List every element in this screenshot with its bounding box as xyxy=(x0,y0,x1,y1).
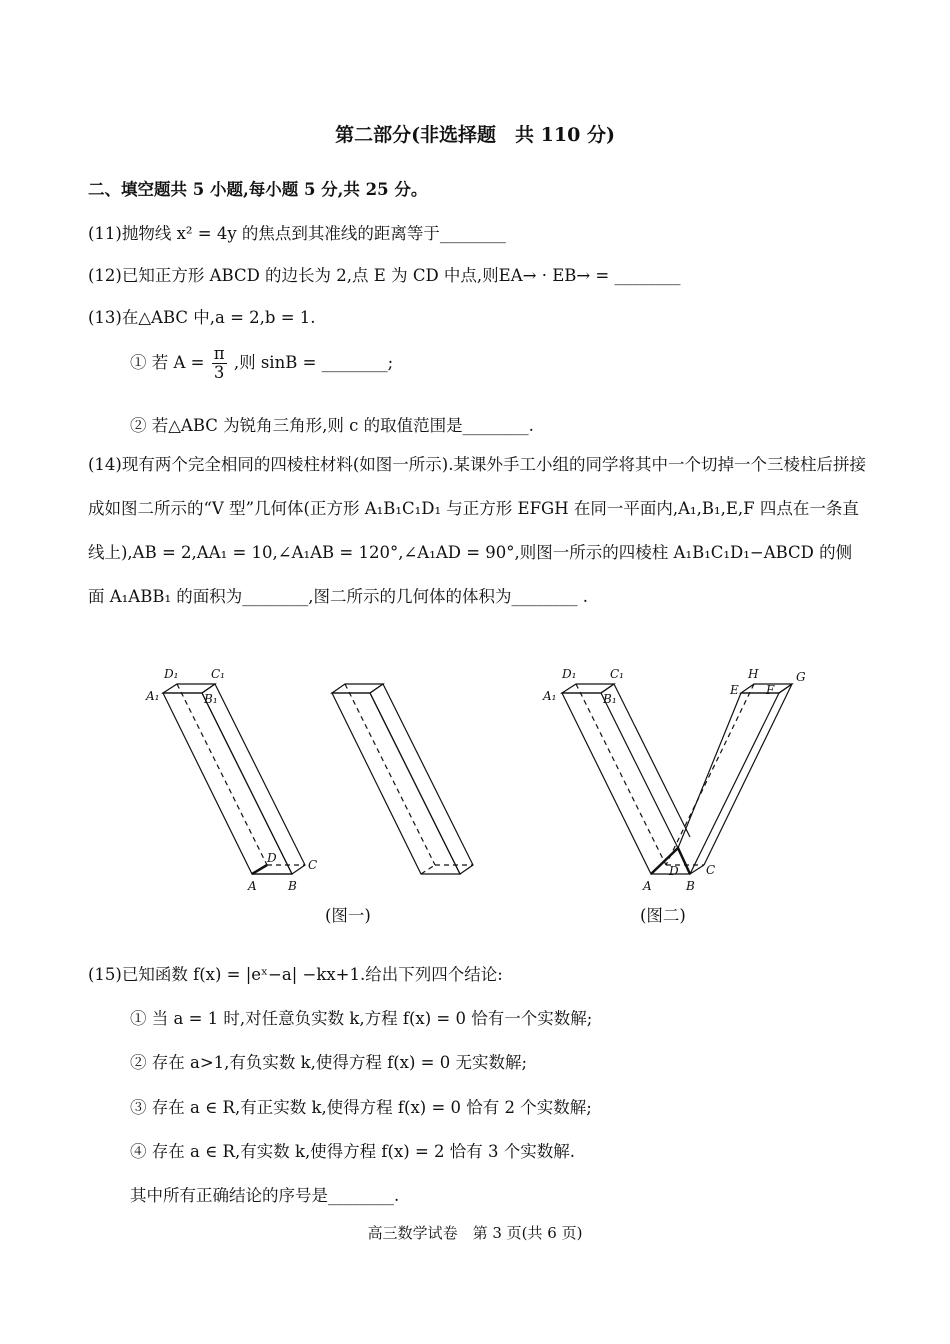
question-13: (13)在△ABC 中,a = 2,b = 1. xyxy=(88,308,316,327)
label-a1: A₁ xyxy=(146,689,160,703)
right-arm-front-face xyxy=(678,693,779,874)
prism2-side-face xyxy=(370,684,473,874)
left-arm-hidden-edge xyxy=(576,684,666,865)
label-a: A xyxy=(643,879,652,893)
label-b1: B₁ xyxy=(603,692,617,706)
label-b1: B₁ xyxy=(204,692,218,706)
question-14: (14)现有两个完全相同的四棱柱材料(如图一所示).某课外手工小组的同学将其中一个切掉一个三棱柱后拼接成如图二所示的“V 型”几何体(正方形 A₁B₁C₁D₁ 与正方形 EFGH 在同一平面内,A₁,B₁,E,F 四点在一条直线上),AB = 2,AA₁ = 10,∠A₁AB = 120°,∠A₁AD = 90°,则图一所示的四棱柱 A₁B₁C₁D₁−ABCD 的侧面 A₁ABB₁ 的面积为________,图二所示的几何体的体积为________ . xyxy=(88,455,866,606)
prism2-hidden-edge-left xyxy=(421,865,435,874)
figure-1-prisms xyxy=(140,662,490,902)
q13-1-prefix: ① 若 A = xyxy=(130,353,205,372)
label-d1: D₁ xyxy=(562,667,577,681)
q15-conclusion-4: ④ 存在 a ∈ R,有实数 k,使得方程 f(x) = 2 恰有 3 个实数解. xyxy=(130,1142,576,1161)
figure-2-v-shape xyxy=(540,662,820,902)
label-a: A xyxy=(248,879,257,893)
question-13-part-2: ② 若△ABC 为锐角三角形,则 c 的取值范围是________. xyxy=(130,416,534,435)
label-f: F xyxy=(766,683,775,697)
q15-conclusion-3: ③ 存在 a ∈ R,有正实数 k,使得方程 f(x) = 0 恰有 2 个实数解; xyxy=(130,1098,592,1117)
left-arm-side-edge xyxy=(614,684,690,837)
fraction-denominator: 3 xyxy=(213,363,225,382)
label-d1: D₁ xyxy=(164,667,179,681)
label-c: C xyxy=(308,858,318,872)
label-d: D xyxy=(669,864,679,878)
label-c: C xyxy=(706,863,716,877)
prism1-front-face xyxy=(163,693,292,874)
question-15: (15)已知函数 f(x) = |eˣ−a| −kx+1.给出下列四个结论: xyxy=(88,965,503,984)
label-a1: A₁ xyxy=(543,689,557,703)
prism2-top-face xyxy=(332,684,383,693)
figure-1-caption: (图一) xyxy=(325,906,371,925)
question-13-part-1 xyxy=(130,345,393,382)
prism2-hidden-edge xyxy=(345,684,435,865)
prism2-front-face xyxy=(332,693,460,874)
label-b: B xyxy=(288,879,297,893)
figure-2-caption: (图二) xyxy=(640,906,686,925)
prism1-edge-ad xyxy=(252,865,267,874)
prism1-hidden-edge xyxy=(177,684,267,865)
fraction-numerator: π xyxy=(213,344,225,363)
q15-conclusion-2: ② 存在 a>1,有负实数 k,使得方程 f(x) = 0 无实数解; xyxy=(130,1053,528,1072)
left-arm-front-face xyxy=(562,693,678,874)
q15-ask: 其中所有正确结论的序号是________. xyxy=(130,1186,400,1205)
label-c1: C₁ xyxy=(211,667,225,681)
q15-conclusion-1: ① 当 a = 1 时,对任意负实数 k,方程 f(x) = 0 恰有一个实数解; xyxy=(130,1009,593,1028)
label-c1: C₁ xyxy=(610,667,624,681)
label-d: D xyxy=(267,851,277,865)
page-footer: 高三数学试卷 第 3 页(共 6 页) xyxy=(367,1224,583,1242)
label-e: E xyxy=(730,683,739,697)
label-b: B xyxy=(686,879,695,893)
right-arm-side-edge xyxy=(704,684,792,865)
question-11: (11)抛物线 x² = 4y 的焦点到其准线的距离等于________ xyxy=(88,224,506,243)
part-title: 第二部分(非选择题 共 110 分) xyxy=(335,124,615,146)
q13-1-suffix: ,则 sinB = ________; xyxy=(233,353,394,372)
label-h: H xyxy=(748,667,759,681)
label-g: G xyxy=(796,670,806,684)
prism1-side-face xyxy=(202,684,305,874)
section-header: 二、填空题共 5 小题,每小题 5 分,共 25 分。 xyxy=(88,180,428,199)
fraction-pi-over-3 xyxy=(212,345,227,382)
question-12: (12)已知正方形 ABCD 的边长为 2,点 E 为 CD 中点,则EA→ · EB→ = ________ xyxy=(88,266,681,285)
right-arm-hidden-edge xyxy=(666,684,754,865)
